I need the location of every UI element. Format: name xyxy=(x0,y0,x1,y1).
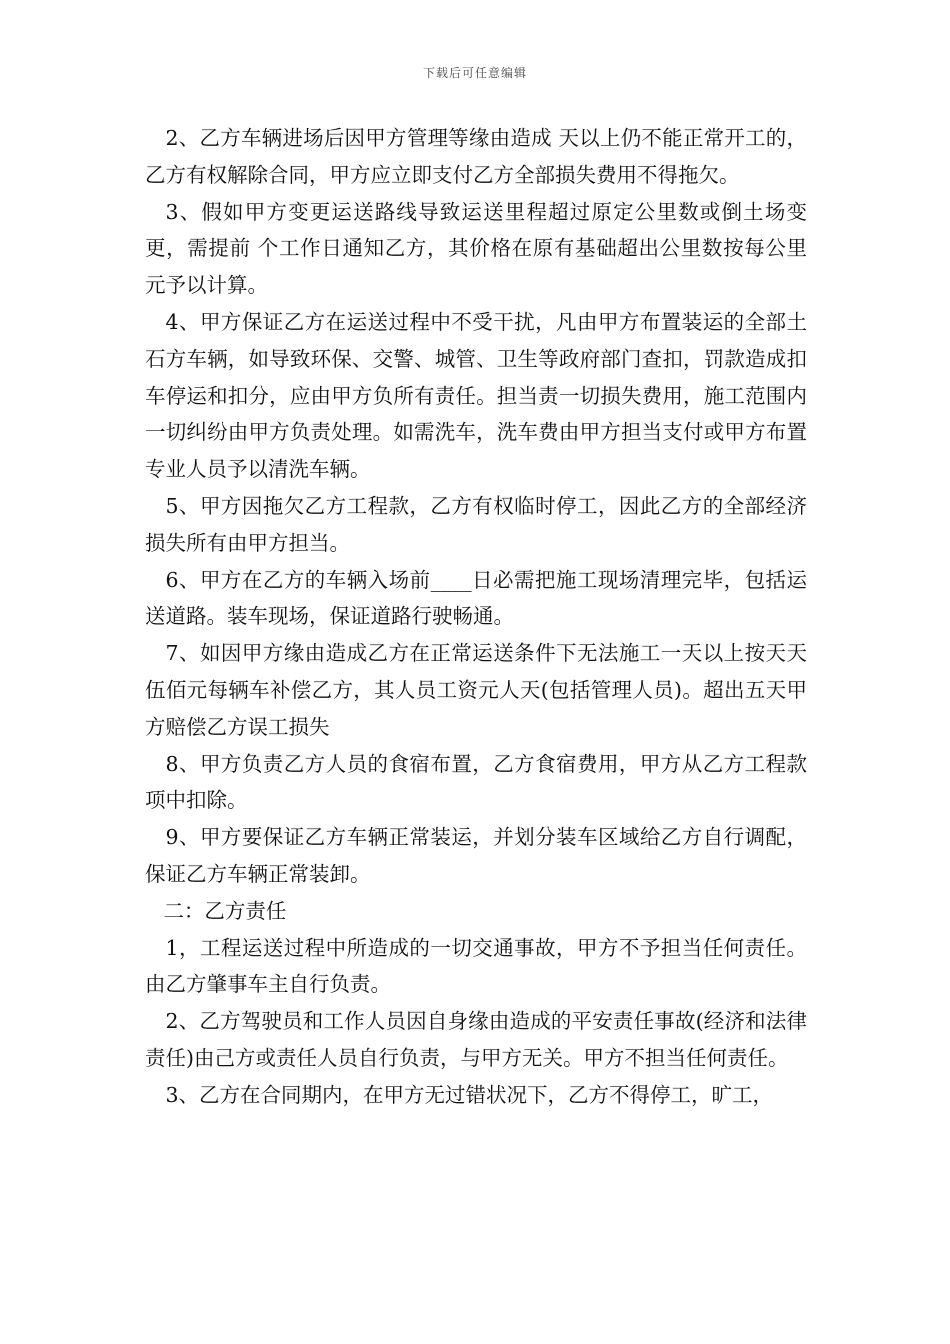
clause-paragraph: 3、乙方在合同期内，在甲方无过错状况下，乙方不得停工，旷工， xyxy=(165,1082,774,1107)
clause-paragraph: 8、甲方负责乙方人员的食宿布置，乙方食宿费用，甲方从乙方工程款项中扣除。 xyxy=(145,751,807,813)
section-heading: 二：乙方责任 xyxy=(163,898,287,923)
clause-paragraph: 9、甲方要保证乙方车辆正常装运，并划分装车区域给乙方自行调配，保证乙方车辆正常装卸。 xyxy=(145,825,807,886)
clause-paragraph: 1，工程运送过程中所造成的一切交通事故，甲方不予担当任何责任。由乙方肇事车主自行负责。 xyxy=(145,935,807,997)
page-header-note: 下载后可任意编辑 xyxy=(422,66,527,80)
clause-paragraph: 6、甲方在乙方的车辆入场前____日必需把施工现场清理完毕，包括运送道路。装车现场，保证道路行驶畅通。 xyxy=(145,567,807,629)
clause-paragraph: 2、乙方车辆进场后因甲方管理等缘由造成 天以上仍不能正常开工的，乙方有权解除合同，甲方应立即支付乙方全部损失费用不得拖欠。 xyxy=(145,126,807,187)
document-body xyxy=(145,120,807,1114)
clause-paragraph: 7、如因甲方缘由造成乙方在正常运送条件下无法施工一天以上按天天伍佰元每辆车补偿乙方，其人员工资元人天(包括管理人员)。超出五天甲方赔偿乙方误工损失 xyxy=(145,641,807,739)
clause-paragraph: 2、乙方驾驶员和工作人员因自身缘由造成的平安责任事故(经济和法律责任)由己方或责任人员自行负责，与甲方无关。甲方不担当任何责任。 xyxy=(145,1009,807,1070)
clause-paragraph: 4、甲方保证乙方在运送过程中不受干扰，凡由甲方布置装运的全部土石方车辆，如导致环保、交警、城管、卫生等政府部门查扣，罚款造成扣车停运和扣分，应由甲方负所有责任。担当责一切损失费用，施工范围内一切纠纷由甲方负责处理。如需洗车，洗车费由甲方担当支付或甲方布置专业人员予以清洗车辆。 xyxy=(145,309,807,482)
clause-paragraph: 3、假如甲方变更运送路线导致运送里程超过原定公里数或倒土场变更，需提前 个工作日通知乙方，其价格在原有基础超出公里数按每公里 元予以计算。 xyxy=(145,199,807,298)
clause-paragraph: 5、甲方因拖欠乙方工程款，乙方有权临时停工，因此乙方的全部经济损失所有由甲方担当。 xyxy=(145,493,807,555)
